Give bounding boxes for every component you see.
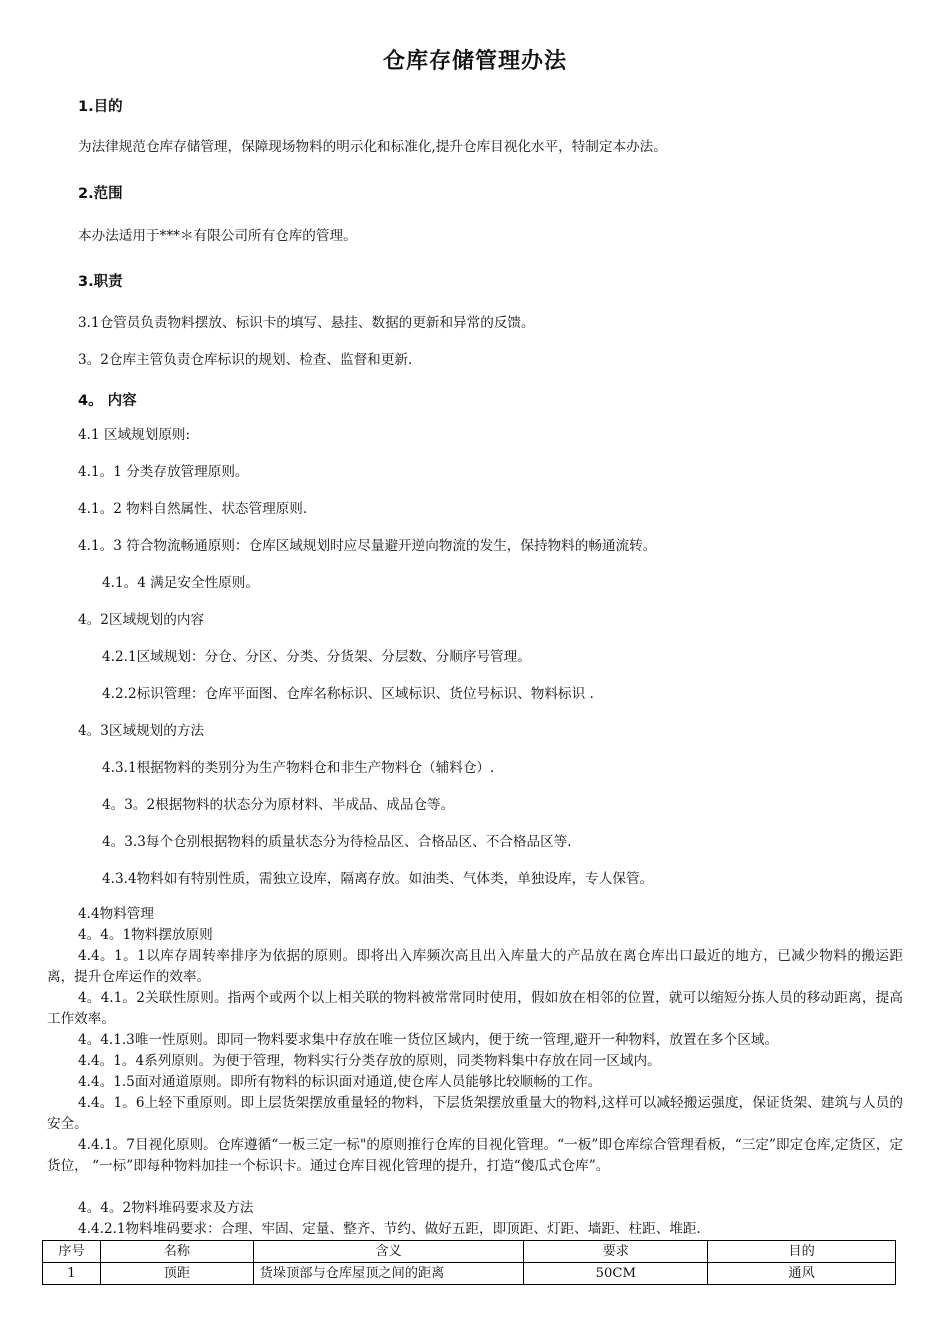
table-header-cell: 要求: [524, 1241, 708, 1263]
principle-paragraph: 4。4.1。2关联性原则。指两个或两个以上相关联的物料被常常同时使用，假如放在相邻的位置，就可以缩短分拣人员的移动距离，提高工作效率。: [47, 990, 903, 1027]
duty-item: 3。2仓库主管负责仓库标识的规划、检查、监督和更新.: [78, 352, 413, 368]
section-heading-purpose: 1.目的: [78, 99, 123, 115]
table-cell: 50CM: [524, 1263, 708, 1285]
table-cell: 顶距: [100, 1263, 253, 1285]
content-line: 4.2.2标识管理：仓库平面图、仓库名称标识、区域标识、货位号标识、物料标识 .: [102, 686, 594, 702]
table-header-cell: 序号: [43, 1241, 101, 1263]
table-header-row: [43, 1241, 896, 1263]
content-line: 4。2区域规划的内容: [78, 612, 205, 628]
content-line: 4。3。2根据物料的状态分为原材料、半成品、成品仓等。: [102, 797, 455, 813]
stacking-requirements: 4.4.2.1物料堆码要求：合理、牢固、定量、整齐、节约、做好五距，即顶距、灯距、墙距、柱距、堆距.: [78, 1221, 701, 1237]
content-line: 4.1。3 符合物流畅通原则：仓库区域规划时应尽量避开逆向物流的发生，保持物料的畅通流转。: [78, 538, 657, 554]
content-line: 4.3.1根据物料的类别分为生产物料仓和非生产物料仓（辅料仓）.: [102, 760, 495, 776]
table-header-cell: 名称: [100, 1241, 253, 1263]
content-line: 4.1。1 分类存放管理原则。: [78, 464, 249, 480]
principle-paragraph: 4.4。1.5面对通道原则。即所有物料的标识面对通道,使仓库人员能够比较顺畅的工作。: [78, 1074, 602, 1090]
table-cell: 货垛顶部与仓库屋顶之间的距离: [253, 1263, 524, 1285]
spacing-table: [42, 1240, 896, 1285]
principle-paragraph: 4.4.1。7目视化原则。仓库遵循“一板三定一标"的原则推行仓库的目视化管理。“一板”即仓库综合管理看板，“三定”即定仓库,定货区，定货位， “一标”即每种物料加挂一个标识卡。通过仓库目视化管理的提升，打造“傻瓜式仓库”。: [47, 1137, 903, 1174]
content-line: 4.1。4 满足安全性原则。: [102, 575, 259, 591]
principle-paragraph: 4。4.1.3唯一性原则。即同一物料要求集中存放在唯一货位区域内，便于统一管理,避开一种物料，放置在多个区域。: [78, 1032, 779, 1048]
stacking-heading: 4。4。2物料堆码要求及方法: [78, 1200, 254, 1216]
purpose-text: 为法律规范仓库存储管理，保障现场物料的明示化和标准化,提升仓库目视化水平，特制定本办法。: [78, 139, 667, 155]
scope-text: 本办法适用于***＊有限公司所有仓库的管理。: [78, 228, 357, 244]
principle-paragraph: 4.4。1。1以库存周转率排序为依据的原则。即将出入库频次高且出入库量大的产品放在离仓库出口最近的地方，已减少物料的搬运距离，提升仓库运作的效率。: [47, 948, 903, 985]
table-header-cell: 目的: [708, 1241, 896, 1263]
section-heading-scope: 2.范围: [78, 186, 123, 202]
content-line: 4。3.3每个仓别根据物料的质量状态分为待检品区、合格品区、不合格品区等.: [102, 834, 572, 850]
principle-paragraph: 4.4。1。6上轻下重原则。即上层货架摆放重量轻的物料，下层货架摆放重量大的物料,这样可以减轻搬运强度，保证货架、建筑与人员的安全。: [47, 1095, 903, 1132]
mgmt-subheading: 4。4。1物料摆放原则: [78, 927, 213, 943]
principle-paragraph: 4.4。1。4系列原则。为便于管理，物料实行分类存放的原则，同类物料集中存放在同一区域内。: [78, 1053, 661, 1069]
content-line: 4.2.1区域规划：分仓、分区、分类、分货架、分层数、分顺序号管理。: [102, 649, 531, 665]
section-heading-content: 4。 内容: [78, 393, 137, 409]
content-line: 4.3.4物料如有特别性质，需独立设库，隔离存放。如油类、气体类，单独设库，专人保管。: [102, 871, 654, 887]
page-title: 仓库存储管理办法: [382, 49, 567, 74]
content-line: 4。3区域规划的方法: [78, 723, 205, 739]
table-row: [43, 1263, 896, 1285]
content-line: 4.1 区域规划原则:: [78, 427, 191, 443]
table-cell: 通风: [708, 1263, 896, 1285]
table-cell: 1: [43, 1263, 101, 1285]
mgmt-heading: 4.4物料管理: [78, 906, 154, 922]
table-header-cell: 含义: [253, 1241, 524, 1263]
content-line: 4.1。2 物料自然属性、状态管理原则.: [78, 501, 308, 517]
section-heading-duties: 3.职责: [78, 274, 123, 290]
duty-item: 3.1仓管员负责物料摆放、标识卡的填写、悬挂、数据的更新和异常的反馈。: [78, 315, 535, 331]
